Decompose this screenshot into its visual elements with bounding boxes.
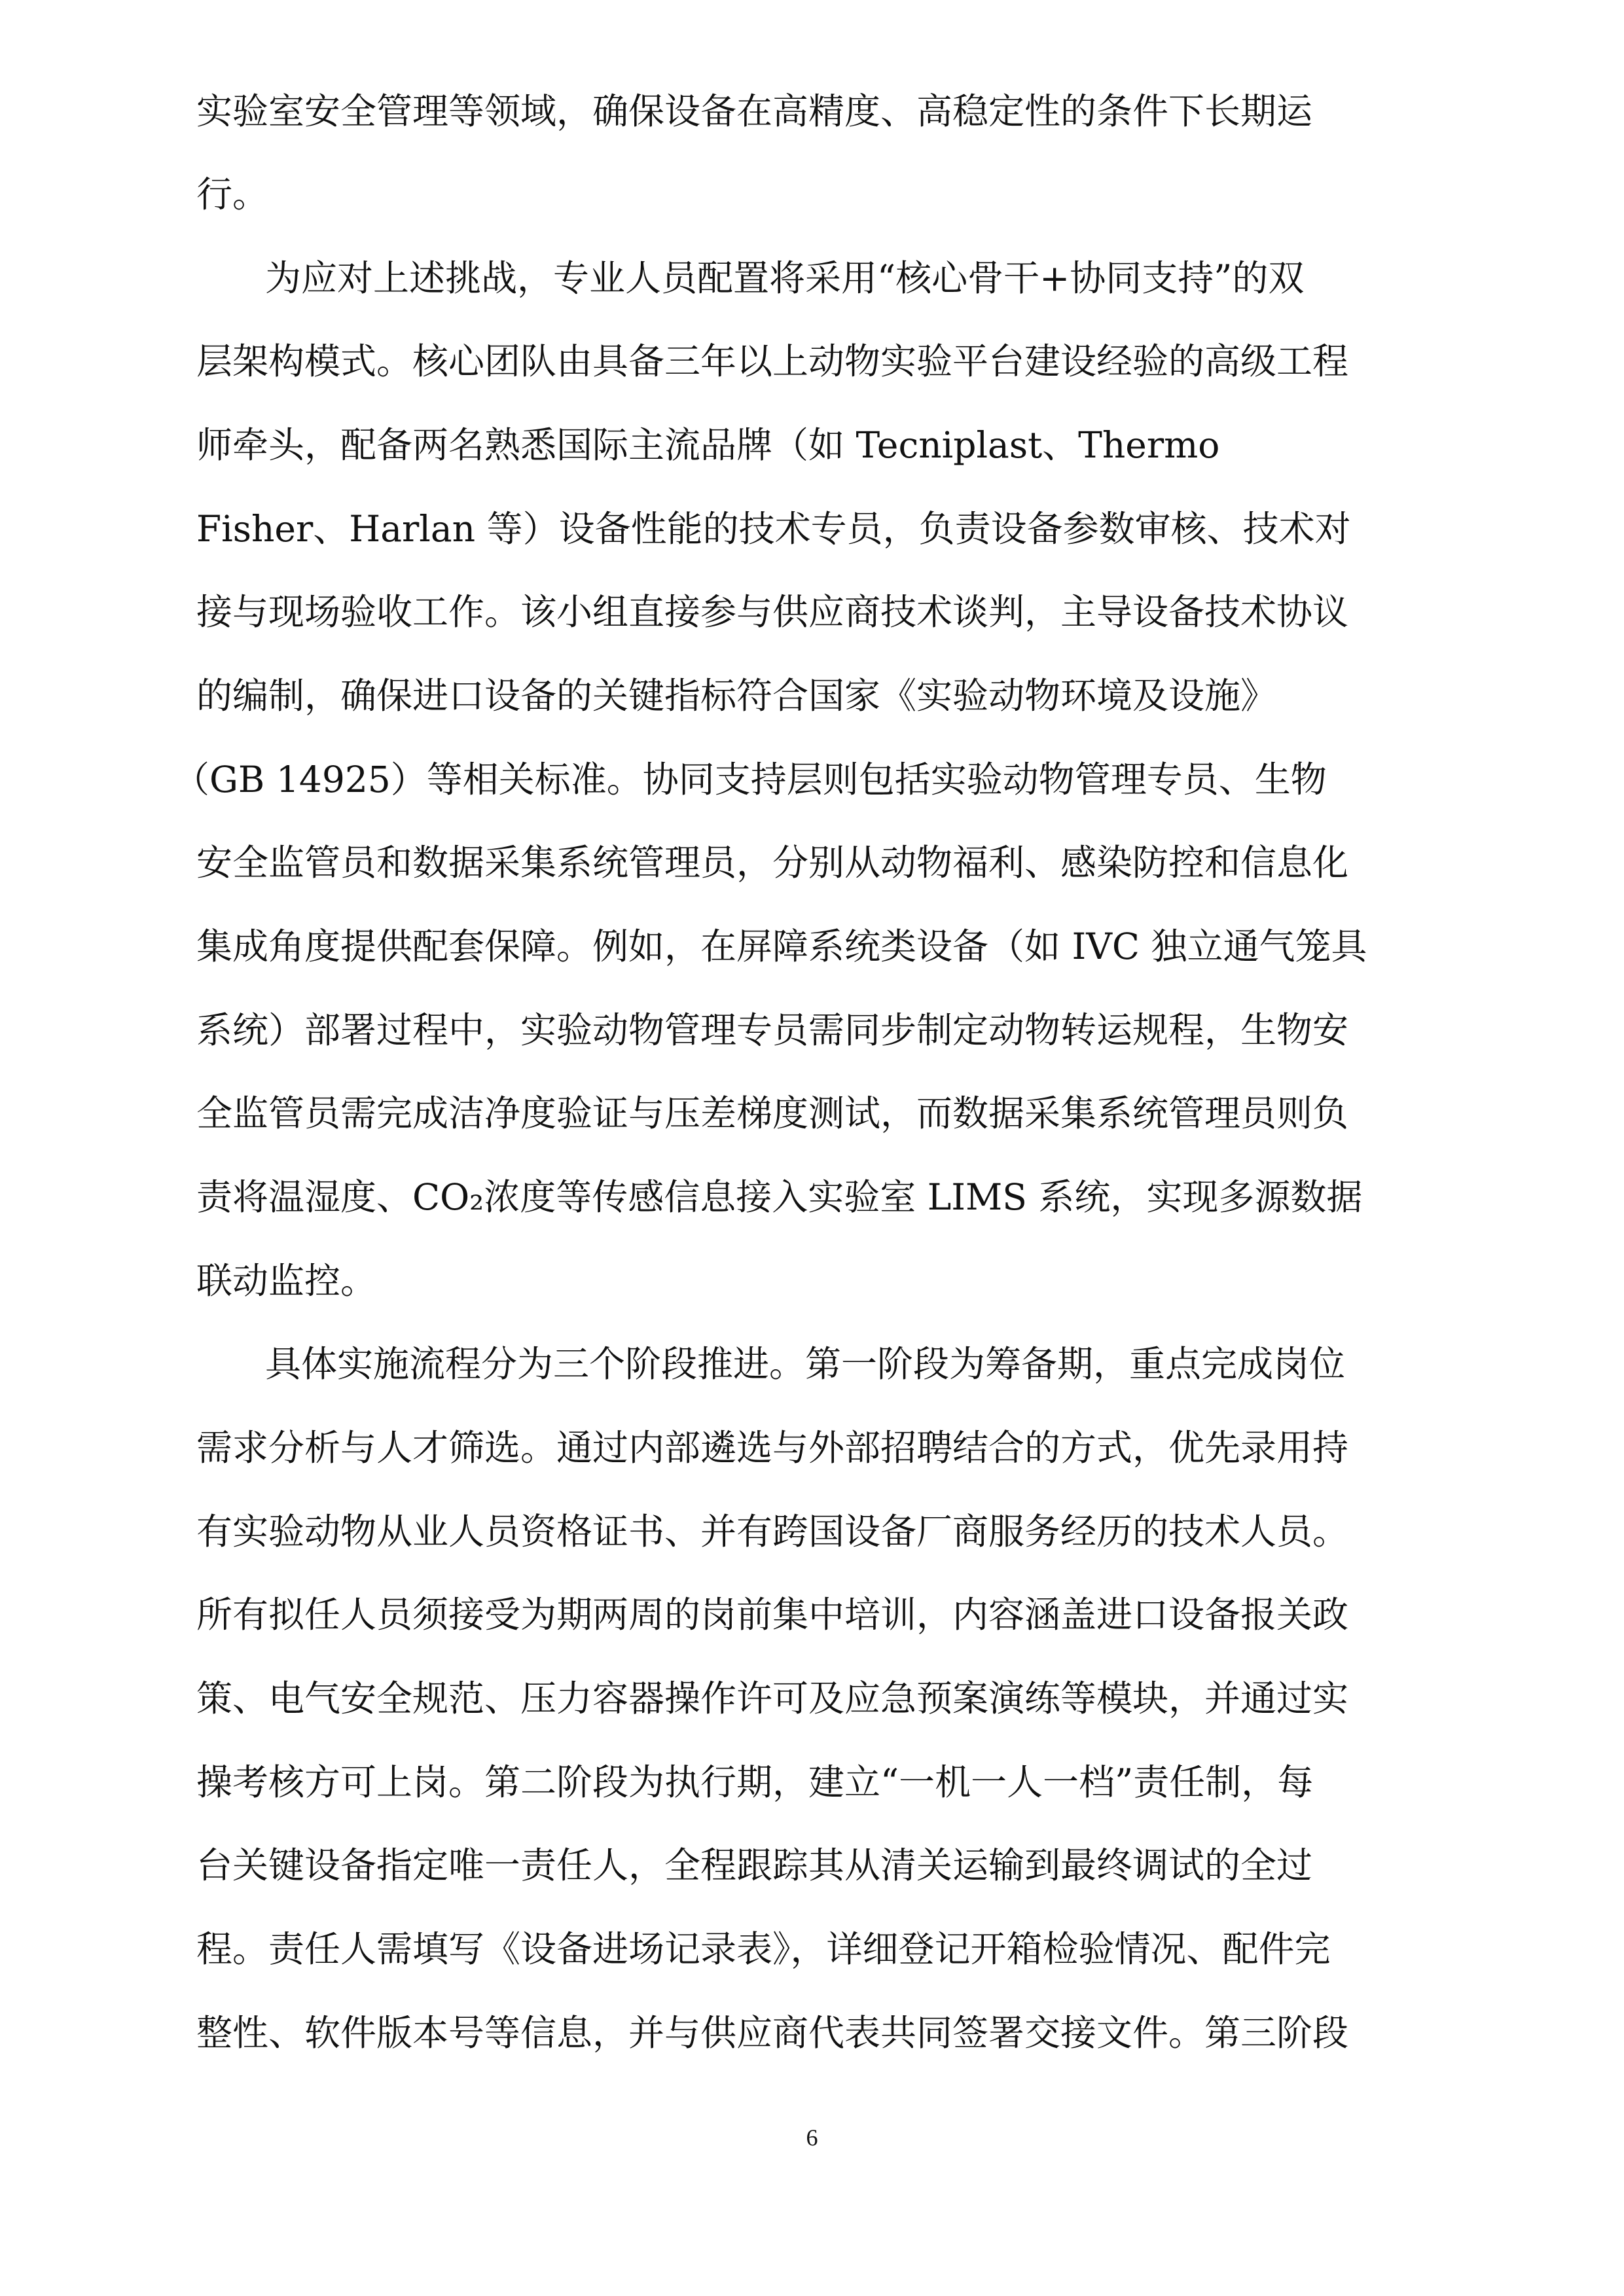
text-line: 师牵头，配备两名熟悉国际主流品牌（如 Tecniplast、Thermo	[196, 424, 1220, 466]
text-line: 接与现场验收工作。该小组直接参与供应商技术谈判，主导设备技术协议	[196, 591, 1349, 633]
text-line: 操考核方可上岗。第二阶段为执行期，建立“一机一人一档”责任制，每	[196, 1761, 1314, 1803]
text-line: （GB 14925）等相关标准。协同支持层则包括实验动物管理专员、生物	[173, 759, 1327, 800]
paragraph-start-line: 为应对上述挑战，专业人员配置将采用“核心骨干+协同支持”的双	[265, 257, 1305, 299]
text-line: 整性、软件版本号等信息，并与供应商代表共同签署交接文件。第三阶段	[196, 2012, 1349, 2054]
text-line: 需求分析与人才筛选。通过内部遴选与外部招聘结合的方式，优先录用持	[196, 1427, 1349, 1469]
text-line: 实验室安全管理等领域，确保设备在高精度、高稳定性的条件下长期运	[196, 90, 1313, 132]
text-line: 安全监管员和数据采集系统管理员，分别从动物福利、感染防控和信息化	[196, 842, 1349, 884]
text-line: 的编制，确保进口设备的关键指标符合国家《实验动物环境及设施》	[196, 675, 1277, 717]
text-line: 系统）部署过程中，实验动物管理专员需同步制定动物转运规程，生物安	[196, 1009, 1349, 1051]
text-line: 有实验动物从业人员资格证书、并有跨国设备厂商服务经历的技术人员。	[196, 1511, 1349, 1552]
text-line: 全监管员需完成洁净度验证与压差梯度测试，而数据采集系统管理员则负	[196, 1092, 1349, 1134]
page-number: 6	[806, 2125, 818, 2151]
text-line: 程。责任人需填写《设备进场记录表》，详细登记开箱检验情况、配件完	[196, 1928, 1331, 1970]
paragraph-start-line: 具体实施流程分为三个阶段推进。第一阶段为筹备期，重点完成岗位	[265, 1343, 1346, 1385]
text-line: Fisher、Harlan 等）设备性能的技术专员，负责设备参数审核、技术对	[196, 508, 1351, 550]
text-line: 联动监控。	[196, 1260, 377, 1302]
text-line: 层架构模式。核心团队由具备三年以上动物实验平台建设经验的高级工程	[196, 340, 1349, 382]
text-line: 策、电气安全规范、压力容器操作许可及应急预案演练等模块，并通过实	[196, 1677, 1349, 1719]
text-line: 台关键设备指定唯一责任人，全程跟踪其从清关运输到最终调试的全过	[196, 1844, 1313, 1886]
text-line: 所有拟任人员须接受为期两周的岗前集中培训，内容涵盖进口设备报关政	[196, 1594, 1349, 1636]
text-line: 行。	[196, 173, 269, 215]
text-line: 集成角度提供配套保障。例如，在屏障系统类设备（如 IVC 独立通气笼具	[196, 925, 1367, 967]
text-line: 责将温湿度、CO₂浓度等传感信息接入实验室 LIMS 系统，实现多源数据	[196, 1176, 1363, 1218]
